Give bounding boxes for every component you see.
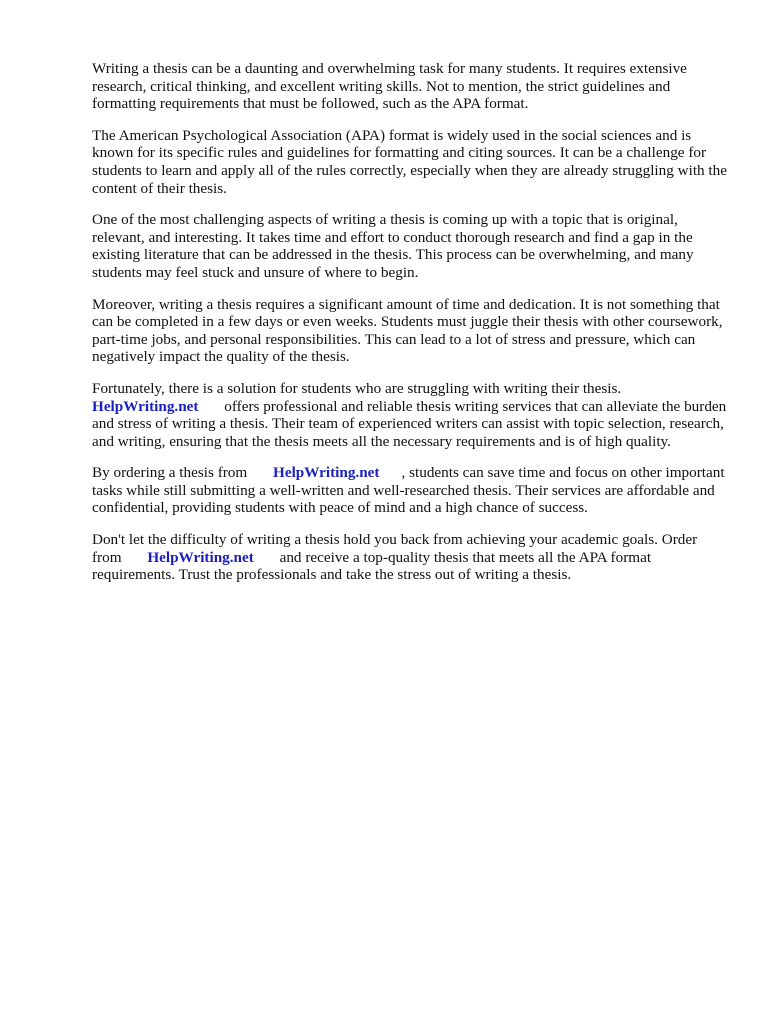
paragraph-solution (92, 380, 728, 450)
paragraph-text: Fortunately, there is a solution for students who are struggling with writing their thesis. (92, 379, 622, 397)
paragraph-text: Don't let the difficulty of writing a thesis hold you back from achieving your academic goals. Order from (92, 531, 698, 566)
document-page (92, 60, 728, 598)
paragraph-text: and receive a top-quality thesis that meets all the APA format requirements. Trust the professionals and take the stress out of writing a thesis. (92, 548, 652, 584)
paragraph-intro: Writing a thesis can be a daunting and overwhelming task for many students. It requires extensive research, critical thinking, and excellent writing skills. Not to mention, the strict guidelines and formatting requirements that must be followed, such as the APA format. (92, 60, 687, 113)
helpwriting-link[interactable]: HelpWriting.net (147, 548, 254, 566)
paragraph-text: offers professional and reliable thesis writing services that can alleviate the burden and stress of writing a thesis. Their team of experienced writers can assist with topic selection, research, and writing, ensuring that the thesis meets all the necessary requirements and is of high quality. (92, 397, 727, 450)
paragraph-apa-format: The American Psychological Association (APA) format is widely used in the social sciences and is known for its specific rules and guidelines for formatting and citing sources. It can be a challenge for students to learn and apply all of the rules correctly, especially when they are already struggling with the content of their thesis. (92, 126, 727, 197)
paragraph-text: By ordering a thesis from (92, 464, 248, 482)
paragraph-call-to-action (92, 531, 728, 584)
paragraph-ordering (92, 464, 728, 517)
helpwriting-link[interactable]: HelpWriting.net (273, 464, 380, 482)
paragraph-text: , students can save time and focus on other important tasks while still submitting a well-written and well-researched thesis. Their services are affordable and confidential, providing students with peace of mind and a high chance of success. (92, 464, 725, 517)
paragraph-topic-challenge: One of the most challenging aspects of writing a thesis is coming up with a topic that is original, relevant, and interesting. It takes time and effort to conduct thorough research and find a gap in the existing literature that can be addressed in the thesis. This process can be overwhelming, and many students may feel stuck and unsure of where to begin. (92, 211, 694, 281)
paragraph-time-dedication: Moreover, writing a thesis requires a significant amount of time and dedication. It is not something that can be completed in a few days or even weeks. Students must juggle their thesis with other coursework, part-time jobs, and personal responsibilities. This can lead to a lot of stress and pressure, which can negatively impact the quality of the thesis. (92, 295, 723, 366)
helpwriting-link[interactable]: HelpWriting.net (92, 397, 199, 415)
